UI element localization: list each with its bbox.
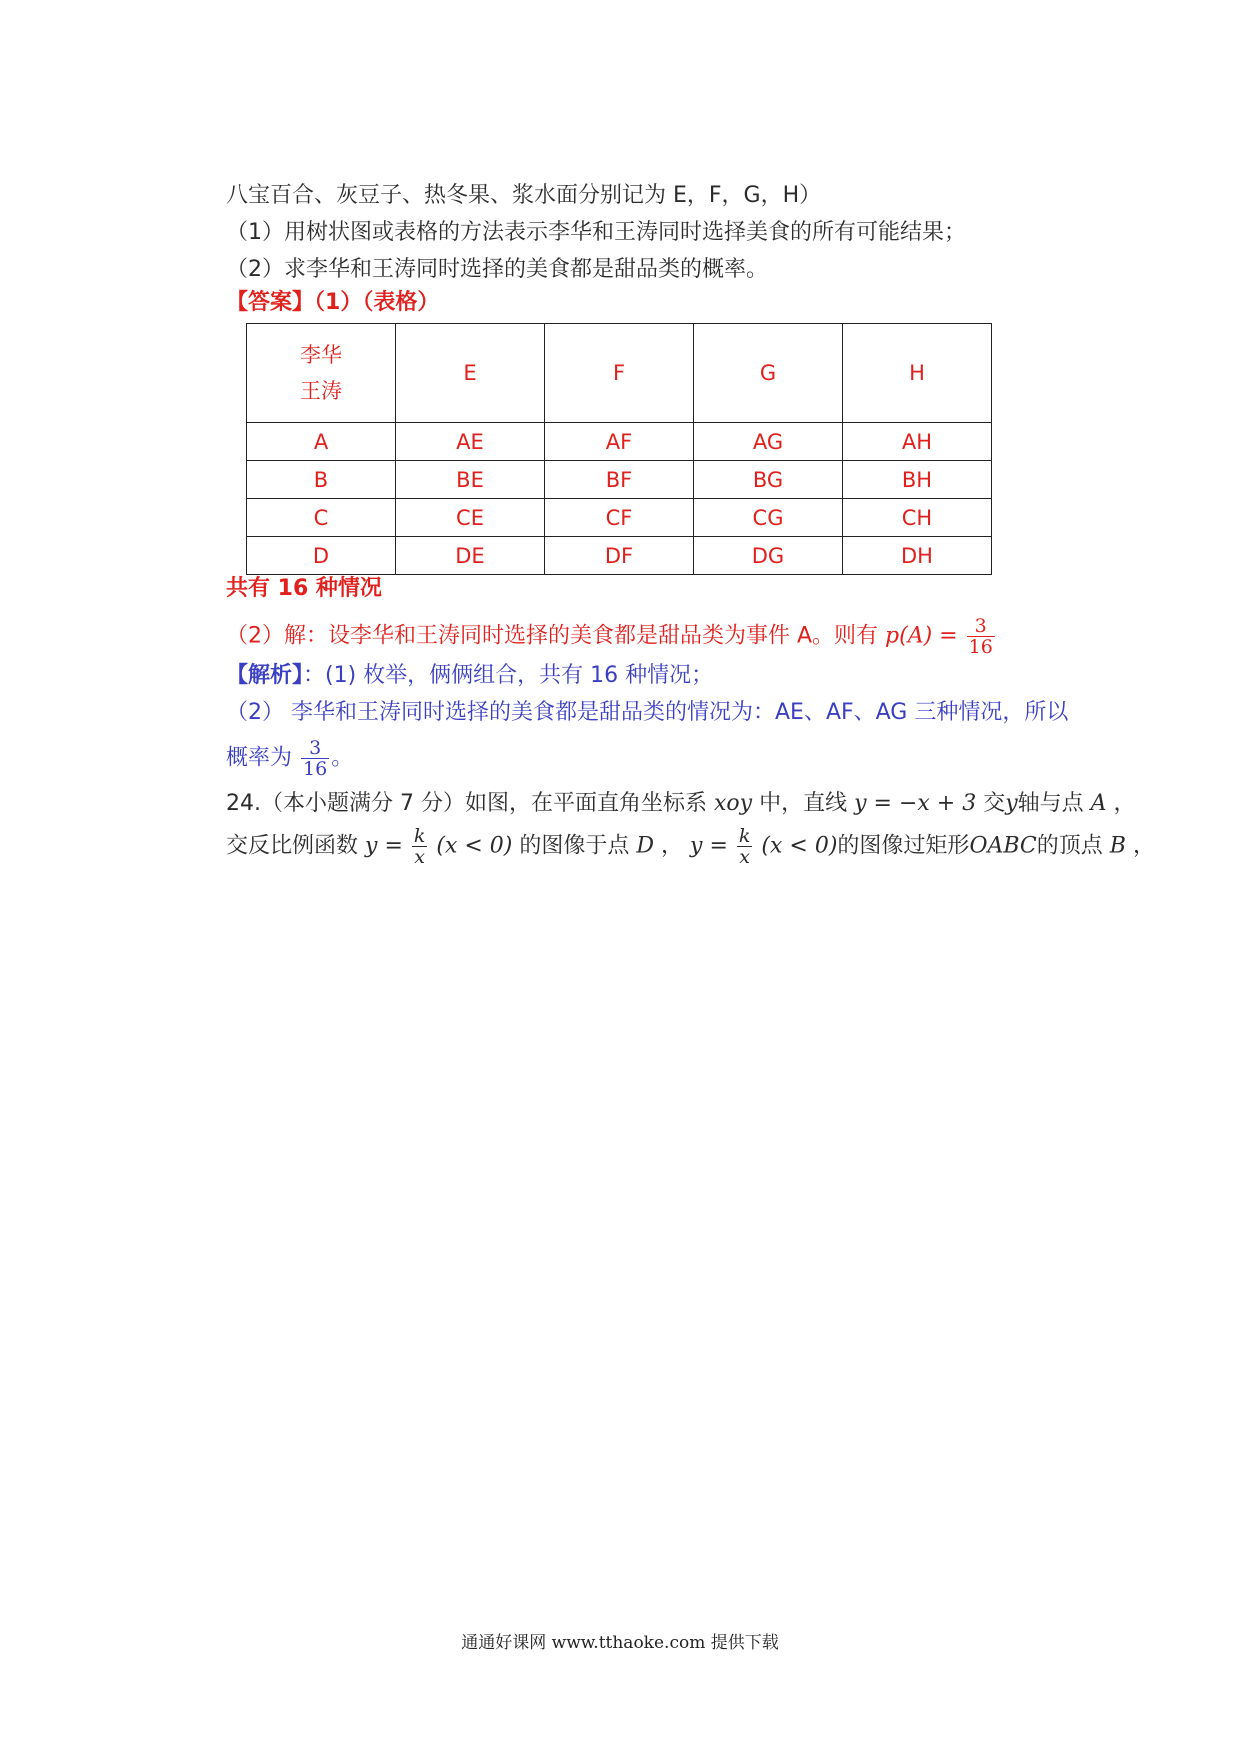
table-cell: CF [545, 499, 694, 537]
analysis-line-2: （2） 李华和王涛同时选择的美食都是甜品类的情况为：AE、AF、AG 三种情况，所以 [226, 700, 1069, 725]
q24-y: y [1005, 791, 1018, 816]
question-24-line-1 [226, 789, 1136, 819]
solution-2-text: （2）解：设李华和王涛同时选择的美食都是甜品类为事件 A。则有 [226, 623, 879, 649]
row-header: B [247, 461, 396, 499]
rectangle-oabc: OABC [969, 833, 1037, 859]
k-over-x-fraction-2 [737, 826, 753, 867]
q25-text-c: ， [661, 833, 684, 859]
table-row [247, 423, 992, 461]
q24-text-d: 轴与点 [1017, 791, 1084, 816]
question-1: （1）用树状图或表格的方法表示李华和王涛同时选择美食的所有可能结果； [226, 220, 966, 245]
func-y-2: y = [690, 833, 728, 859]
table-cell: AG [694, 423, 843, 461]
table-header-row [247, 324, 992, 423]
table-row [247, 537, 992, 575]
analysis-text-1: ：(1) 枚举，俩俩组合，共有 16 种情况； [303, 663, 714, 688]
point-b: B [1109, 833, 1126, 859]
fraction-k: k [413, 825, 426, 847]
table-cell: BF [545, 461, 694, 499]
table-cell: AE [396, 423, 545, 461]
table-row [247, 461, 992, 499]
probability-fraction [967, 616, 995, 657]
domain-condition-1: (x < 0) [436, 833, 513, 859]
fraction-k: k [738, 825, 751, 847]
q24-xoy: xoy [713, 791, 753, 816]
corner-bottom-label: 王涛 [300, 379, 342, 403]
table-cell: BG [694, 461, 843, 499]
answer-heading [226, 288, 439, 318]
q25-text-f: ， [1132, 833, 1155, 859]
q25-text-b: 的图像于点 [512, 833, 630, 859]
table-cell: CG [694, 499, 843, 537]
k-over-x-fraction-1 [412, 826, 428, 867]
total-cases-line: 共有 16 种情况 [226, 576, 382, 601]
table-cell: DH [843, 537, 992, 575]
q25-text-e: 的顶点 [1036, 833, 1103, 859]
question-2: （2）求李华和王涛同时选择的美食都是甜品类的概率。 [226, 257, 768, 282]
probability-expression: p(A) = [885, 623, 958, 649]
table-cell: AF [545, 423, 694, 461]
column-header: F [545, 324, 694, 423]
fraction-numerator: 3 [974, 615, 987, 637]
analysis-fraction [301, 738, 329, 779]
q24-text-c: 交 [976, 791, 1006, 816]
table-cell: DG [694, 537, 843, 575]
q25-text-d: 的图像过矩形 [837, 833, 970, 859]
intro-line: 八宝百合、灰豆子、热冬果、浆水面分别记为 E，F，G，H） [226, 183, 822, 208]
domain-condition-2: (x < 0) [761, 833, 838, 859]
q24-line-equation: y = −x + 3 [854, 791, 977, 816]
q24-point-a: A [1090, 791, 1107, 816]
table-cell: BH [843, 461, 992, 499]
answer-table [246, 323, 992, 575]
column-header: E [396, 324, 545, 423]
point-d: D [636, 833, 655, 859]
analysis-line-1 [226, 661, 713, 691]
analysis-text-3: 概率为 [226, 745, 293, 771]
corner-top-label: 李华 [300, 343, 342, 367]
table-cell: BE [396, 461, 545, 499]
row-header: A [247, 423, 396, 461]
column-header: H [843, 324, 992, 423]
analysis-line-3 [226, 738, 353, 779]
row-header: D [247, 537, 396, 575]
answer-part1: （1）（表格） [314, 290, 440, 315]
fraction-x: x [737, 846, 753, 867]
analysis-label: 【解析】 [226, 663, 304, 688]
table-cell: DE [396, 537, 545, 575]
q24-text-e: ， [1113, 791, 1136, 816]
solution-2-line [226, 616, 997, 657]
q24-text-a: 24.（本小题满分 7 分）如图，在平面直角坐标系 [226, 791, 707, 816]
func-y-1: y = [365, 833, 403, 859]
q25-text-a: 交反比例函数 [226, 833, 359, 859]
table-cell: DF [545, 537, 694, 575]
table-corner-cell [247, 324, 396, 423]
fraction-x: x [412, 846, 428, 867]
fraction-numerator: 3 [309, 737, 322, 759]
column-header: G [694, 324, 843, 423]
fraction-denominator: 16 [303, 758, 328, 780]
table-cell: CH [843, 499, 992, 537]
question-24-line-2 [226, 826, 1155, 867]
row-header: C [247, 499, 396, 537]
q24-text-b: 中，直线 [759, 791, 848, 816]
table-cell: AH [843, 423, 992, 461]
table-cell: CE [396, 499, 545, 537]
analysis-period: 。 [331, 745, 354, 771]
fraction-denominator: 16 [968, 636, 993, 658]
footer-source: 通通好课网 www.tthaoke.com 提供下载 [461, 1633, 779, 1653]
answer-label: 【答案】 [226, 290, 315, 315]
table-row [247, 499, 992, 537]
